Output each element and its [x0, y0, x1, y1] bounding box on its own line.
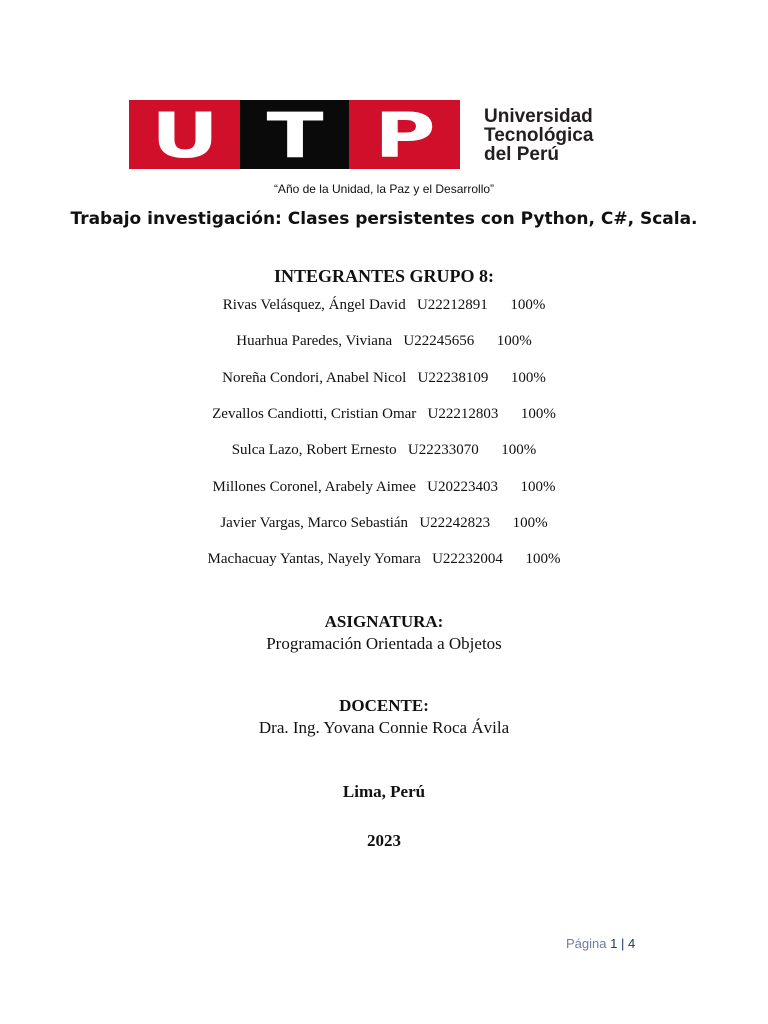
university-line-2: Tecnológica [484, 125, 594, 146]
member-name: Noreña Condori, Anabel Nicol [222, 369, 407, 386]
member-name: Huarhua Paredes, Viviana [236, 333, 393, 350]
member-percentage: 100% [501, 442, 537, 459]
member-name: Zevallos Candiotti, Cristian Omar [212, 405, 417, 422]
member-name: Sulca Lazo, Robert Ernesto [231, 442, 397, 459]
document-title: Trabajo investigación: Clases persistentes con Python, C#, Scala. [70, 209, 698, 229]
member-code: U22242823 [419, 514, 491, 531]
university-line-3: del Perú [484, 144, 559, 165]
teacher-heading: DOCENTE: [339, 696, 429, 715]
university-name [484, 107, 593, 164]
logo-letter-t: T [266, 99, 324, 172]
member-percentage: 100% [525, 551, 561, 568]
utp-logo [129, 100, 649, 170]
member-code: U22238109 [417, 369, 489, 386]
member-code: U20223403 [427, 478, 498, 495]
place: Lima, Perú [342, 782, 426, 801]
member-code: U22212803 [427, 405, 499, 422]
page-label: Página [566, 936, 607, 951]
logo-letter-u: U [150, 99, 219, 172]
member-name: Machacuay Yantas, Nayely Yomara [207, 551, 421, 568]
member-percentage: 100% [520, 405, 556, 422]
member-percentage: 100% [512, 514, 548, 531]
year: 2023 [367, 831, 401, 850]
member-row [0, 551, 768, 568]
member-percentage: 100% [510, 369, 546, 386]
university-line-1: Universidad [484, 106, 593, 127]
year-motto: “Año de la Unidad, la Paz y el Desarrollo” [273, 182, 495, 196]
member-code: U22233070 [407, 442, 479, 459]
member-percentage: 100% [510, 297, 546, 313]
member-name: Millones Coronel, Arabely Aimee [212, 478, 416, 495]
members-heading: INTEGRANTES GRUPO 8: [273, 266, 495, 286]
member-row [0, 406, 768, 423]
member-row [0, 442, 768, 459]
subject-name: Programación Orientada a Objetos [266, 634, 502, 653]
member-percentage: 100% [496, 333, 532, 350]
page-total: 4 [627, 936, 636, 951]
member-row [0, 515, 768, 532]
page-separator: | [620, 936, 625, 951]
member-code: U22245656 [403, 333, 475, 350]
member-percentage: 100% [520, 478, 556, 495]
member-code: U22212891 [416, 297, 488, 313]
page-footer [566, 936, 635, 951]
member-row [0, 297, 768, 314]
logo-letter-p: P [374, 99, 436, 172]
member-name: Rivas Velásquez, Ángel David [222, 297, 406, 313]
member-row [0, 479, 768, 496]
member-row [0, 333, 768, 350]
subject-heading: ASIGNATURA: [324, 612, 444, 631]
member-name: Javier Vargas, Marco Sebastián [220, 514, 409, 531]
teacher-name: Dra. Ing. Yovana Connie Roca Ávila [258, 718, 510, 737]
member-row [0, 370, 768, 387]
member-code: U22232004 [432, 551, 503, 568]
page-number: 1 [610, 936, 618, 951]
